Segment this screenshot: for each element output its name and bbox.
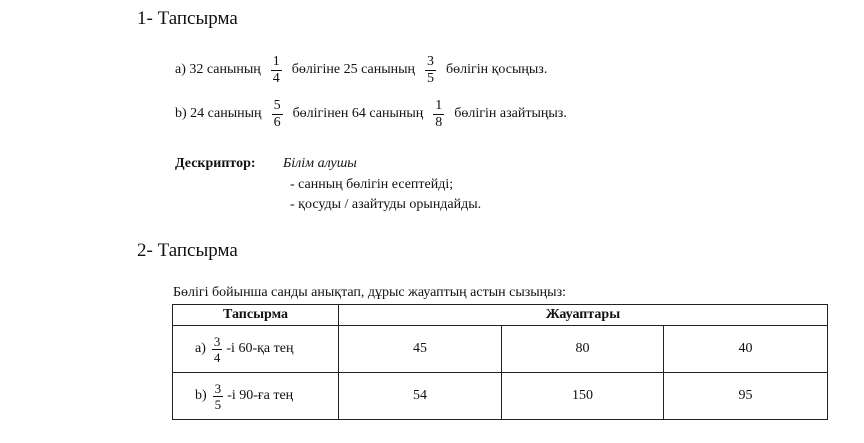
task2-instruction: Бөлігі бойынша санды анықтап, дұрыс жауаптың астын сызыңыз:	[173, 285, 566, 300]
answers-table	[172, 304, 828, 420]
line-b-prefix: b) 24 санының	[175, 106, 262, 121]
line-b-mid: бөлігінен 64 санының	[292, 106, 424, 121]
header-answers: Жауаптары	[339, 305, 828, 326]
line-b-fraction-1	[272, 99, 283, 130]
task2-title: 2- Тапсырма	[137, 240, 238, 261]
line-a-suffix: бөлігін қосыңыз.	[446, 62, 548, 77]
row-fraction	[212, 335, 223, 364]
answer-cell[interactable]: 80	[502, 326, 664, 373]
task1-title: 1- Тапсырма	[137, 8, 238, 29]
row-text: -і 90-ға тең	[227, 388, 294, 403]
fraction-denominator: 4	[272, 70, 280, 86]
row-label: b)	[195, 388, 207, 403]
answer-cell[interactable]: 54	[339, 373, 502, 420]
fraction-numerator: 3	[427, 53, 434, 69]
fraction-denominator: 6	[273, 114, 281, 130]
descriptor-item: - санның бөлігін есептейді;	[290, 177, 454, 192]
answer-cell[interactable]: 150	[502, 373, 664, 420]
task-cell	[173, 326, 339, 373]
line-b-fraction-2	[433, 99, 444, 130]
fraction-numerator: 1	[272, 53, 280, 69]
line-a-fraction-2	[425, 55, 436, 86]
task-cell	[173, 373, 339, 420]
line-a-fraction-1	[271, 55, 282, 86]
row-text: -і 60-қа тең	[226, 341, 294, 356]
row-label: a)	[195, 341, 206, 356]
row-fraction	[213, 382, 224, 411]
answer-cell[interactable]: 40	[664, 326, 828, 373]
answer-cell[interactable]: 45	[339, 326, 502, 373]
fraction-denominator: 8	[435, 114, 443, 130]
answer-cell[interactable]: 95	[664, 373, 828, 420]
fraction-numerator: 3	[214, 380, 222, 396]
line-a-prefix: a) 32 санының	[175, 62, 261, 77]
fraction-denominator: 4	[213, 349, 221, 365]
line-a-mid: бөлігіне 25 санының	[291, 62, 415, 77]
fraction-numerator: 5	[273, 97, 281, 113]
fraction-denominator: 5	[214, 396, 222, 412]
header-task: Тапсырма	[173, 305, 339, 326]
descriptor-item: - қосуды / азайтуды орындайды.	[290, 197, 482, 212]
line-b-suffix: бөлігін азайтыңыз.	[454, 106, 567, 121]
table-row	[173, 326, 828, 373]
descriptor-label: Дескриптор:	[175, 156, 256, 171]
fraction-denominator: 5	[427, 70, 434, 86]
descriptor-heading: Білім алушы	[283, 156, 357, 171]
fraction-numerator: 1	[435, 97, 443, 113]
table-header-row	[173, 305, 828, 326]
task1-line-a	[175, 50, 547, 90]
table-row	[173, 373, 828, 420]
task1-line-b	[175, 94, 567, 134]
fraction-numerator: 3	[213, 333, 221, 349]
